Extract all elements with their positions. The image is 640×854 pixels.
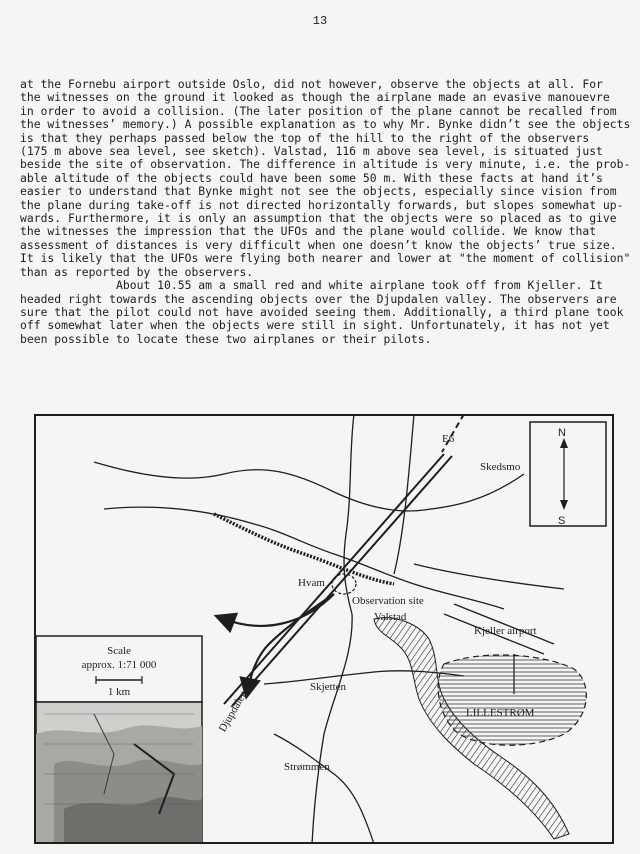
body-line: sure that the pilot could not have avoided seeing them. Additionally, a third plane took <box>20 304 624 319</box>
body-line: than as reported by the observers. <box>20 264 254 279</box>
body-line: off somewhat later when the objects were still in sight. Unfortunately, it has not yet <box>20 318 610 333</box>
body-line: assessment of distances is very difficult when one doesn’t know the objects’ true size. <box>20 237 617 252</box>
body-line: at the Fornebu airport outside Oslo, did not however, observe the objects at all. For <box>20 77 603 91</box>
body-line: the witnesses the impression that the UFOs and the plane would collide. We know that <box>20 224 597 239</box>
map-svg <box>34 414 614 844</box>
body-line: wards. Furthermore, it is only an assumption that the objects were so placed as to give <box>20 211 617 226</box>
compass <box>530 422 606 527</box>
label-e6: E6 <box>442 433 455 445</box>
body-line: It is likely that the UFOs were flying both nearer and lower at "the moment of collision" <box>20 251 631 266</box>
body-line: easier to understand that Bynke might not see the objects, especially since vision from <box>20 184 617 199</box>
body-line: in order to avoid a collision. (The later position of the plane cannot be recalled from <box>20 103 617 118</box>
map-sketch <box>34 414 614 844</box>
page-number: 13 <box>312 14 328 28</box>
body-line: the witnesses’ memory.) A possible explanation as to why Mr. Bynke didn’t see the objects <box>20 117 631 132</box>
body-line: been possible to locate these two airplanes or their pilots. <box>20 331 432 346</box>
inset-overview-map <box>36 702 202 842</box>
body-line: About 10.55 am a small red and white airplane took off from Kjeller. It <box>20 278 603 293</box>
body-line: beside the site of observation. The difference in altitude is very minute, i.e. the prob- <box>20 157 631 172</box>
label-kjeller-airport: Kjeller airport <box>474 625 537 637</box>
label-lillestrom: LILLESTRØM <box>466 707 535 719</box>
label-skjetten: Skjetten <box>310 681 347 693</box>
label-observation-site: Observation site <box>352 595 424 607</box>
scale-bar-label: 1 km <box>107 686 131 698</box>
label-djupdalen: Djupdalen <box>216 688 250 735</box>
body-line: headed right towards the ascending objects over the Djupdalen valley. The observers are <box>20 291 617 306</box>
body-text <box>20 77 631 346</box>
label-hvam: Hvam <box>298 577 325 589</box>
body-line: (175 m above sea level, see sketch). Valstad, 116 m above sea level, is situated just <box>20 144 603 159</box>
body-line: the plane during take-off is not directed horizontally forwards, but slopes somewhat up- <box>20 197 624 212</box>
body-line: able altitude of the objects could have been some 50 m. With these facts at hand it’s <box>20 170 603 185</box>
compass-north: N <box>558 427 566 439</box>
scale-ratio: approx. 1:71 000 <box>81 659 157 671</box>
body-line: is that they perhaps passed below the top of the hill to the right of the observers <box>20 130 590 145</box>
scale-title: Scale <box>107 645 131 657</box>
body-line: the witnesses on the ground it looked as though the airplane made an evasive manouevre <box>20 90 610 105</box>
label-valstad: Valstad <box>374 611 407 623</box>
lillestrom-area <box>438 655 586 745</box>
compass-south: S <box>558 515 566 527</box>
scale-box <box>36 636 202 702</box>
label-skedsmo: Skedsmo <box>480 461 521 473</box>
label-strommen: Strømmen <box>284 761 330 773</box>
